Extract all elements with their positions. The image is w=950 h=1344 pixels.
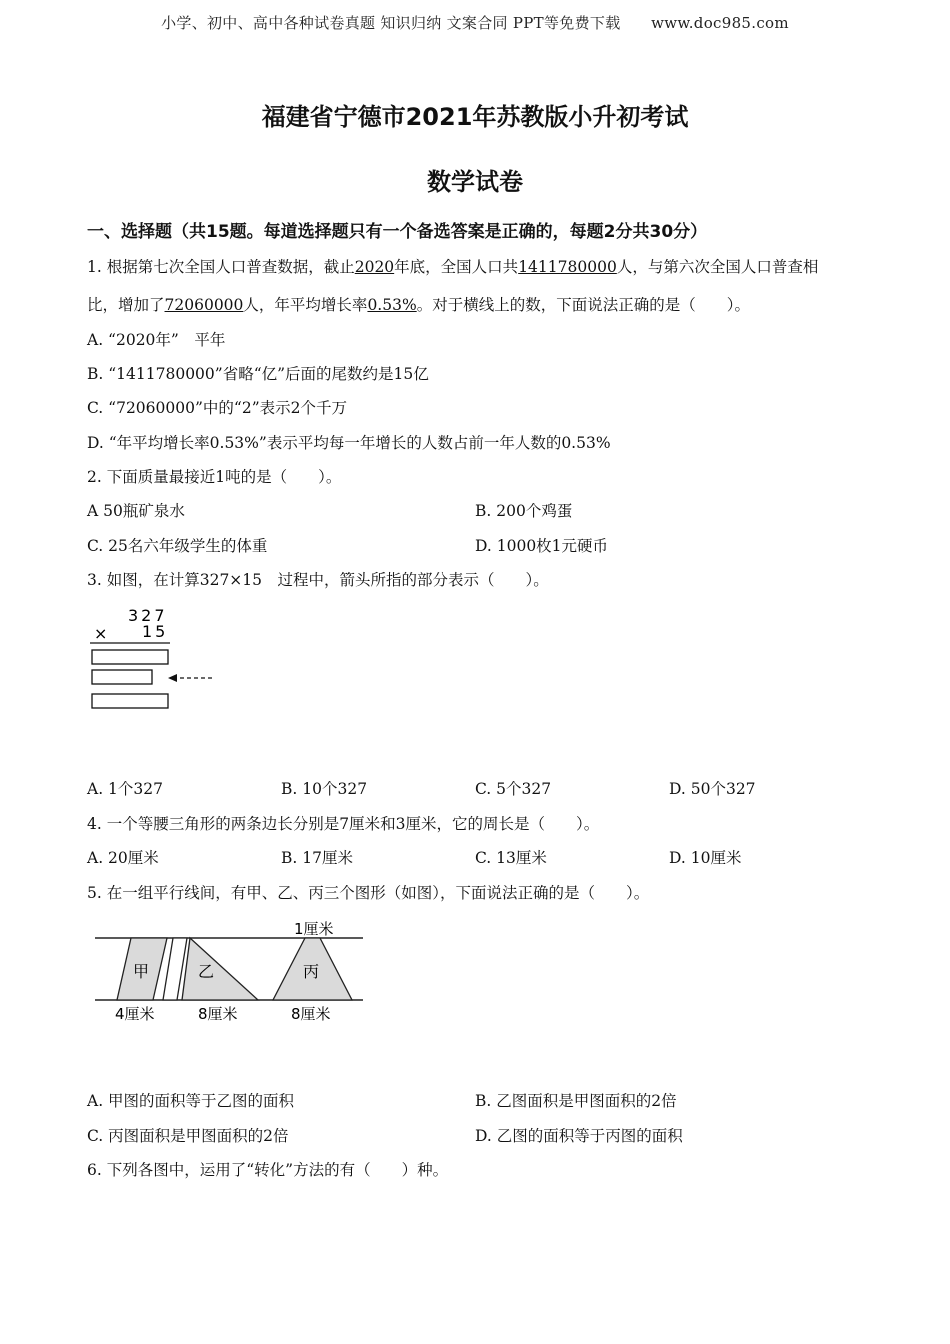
q1-stem-line1 xyxy=(87,255,818,277)
q1-underlined-year: 2020 xyxy=(354,258,395,276)
page-header: 小学、初中、高中各种试卷真题 知识归纳 文案合同 PPT等免费下载 www.doc985.com xyxy=(161,14,789,32)
q5-label-bottom-8cm-bing: 8厘米 xyxy=(291,1005,331,1023)
q2-option-a: A 50瓶矿泉水 xyxy=(87,502,185,520)
q5-label-yi: 乙 xyxy=(198,962,215,981)
q3-stem: 3. 如图，在计算327×15 过程中，箭头所指的部分表示（ ）。 xyxy=(87,571,549,589)
q1-underlined-rate: 0.53% xyxy=(367,296,417,314)
q5-option-b: B. 乙图面积是甲图面积的2倍 xyxy=(475,1092,677,1110)
q3-option-b: B. 10个327 xyxy=(281,780,368,798)
q5-parallel-figure xyxy=(95,915,370,1030)
q5-option-c: C. 丙图面积是甲图面积的2倍 xyxy=(87,1127,289,1145)
q5-label-jia: 甲 xyxy=(133,962,150,981)
q1-option-c: C. “72060000”中的“2”表示2个千万 xyxy=(87,399,347,417)
q3-fig-box-3 xyxy=(92,694,168,708)
q3-multiplication-figure xyxy=(88,603,228,718)
exam-title: 福建省宁德市2021年苏教版小升初考试 xyxy=(261,103,689,131)
q5-option-a: A. 甲图的面积等于乙图的面积 xyxy=(87,1092,295,1110)
q1-underlined-population: 1411780000 xyxy=(518,258,617,276)
q5-label-bottom-4cm: 4厘米 xyxy=(115,1005,155,1023)
q4-option-b: B. 17厘米 xyxy=(281,849,353,867)
q1-text: 年底，全国人口共 xyxy=(394,258,519,276)
q1-text: 比，增加了 xyxy=(87,296,165,314)
q3-fig-box-1 xyxy=(92,650,168,664)
q2-option-b: B. 200个鸡蛋 xyxy=(475,502,573,520)
q3-option-c: C. 5个327 xyxy=(475,780,552,798)
q1-option-b: B. “1411780000”省略“亿”后面的尾数约是15亿 xyxy=(87,365,429,383)
q1-stem-line2 xyxy=(87,293,750,315)
q1-text: 人，年平均增长率 xyxy=(243,296,368,314)
q5-shape-yi xyxy=(182,938,258,1000)
q1-underlined-increase: 72060000 xyxy=(164,296,244,314)
q3-fig-multiplicand: 327 xyxy=(128,606,168,625)
q1-option-d: D. “年平均增长率0.53%”表示平均每一年增长的人数占前一年人数的0.53% xyxy=(87,434,611,452)
q4-option-c: C. 13厘米 xyxy=(475,849,547,867)
q2-option-c: C. 25名六年级学生的体重 xyxy=(87,537,268,555)
section-heading: 一、选择题（共15题。每道选择题只有一个备选答案是正确的，每题2分共30分） xyxy=(87,222,708,242)
q1-text: 1. 根据第七次全国人口普查数据，截止 xyxy=(87,258,355,276)
q1-option-a: A. “2020年” 平年 xyxy=(87,331,226,349)
exam-subtitle: 数学试卷 xyxy=(427,168,523,196)
q2-stem: 2. 下面质量最接近1吨的是（ ）。 xyxy=(87,468,342,486)
q5-label-bottom-8cm-yi: 8厘米 xyxy=(198,1005,238,1023)
q2-option-d: D. 1000枚1元硬币 xyxy=(475,537,609,555)
q5-option-d: D. 乙图的面积等于丙图的面积 xyxy=(475,1127,683,1145)
q5-label-top-1cm: 1厘米 xyxy=(294,920,334,938)
q5-label-bing: 丙 xyxy=(303,962,320,981)
q3-fig-arrow-head xyxy=(168,674,177,682)
q1-text: 人，与第六次全国人口普查相 xyxy=(616,258,819,276)
q4-option-a: A. 20厘米 xyxy=(87,849,159,867)
q4-stem: 4. 一个等腰三角形的两条边长分别是7厘米和3厘米，它的周长是（ ）。 xyxy=(87,815,600,833)
q3-fig-multiplier: 15 xyxy=(142,622,169,641)
q3-fig-box-2 xyxy=(92,670,152,684)
q5-stem: 5. 在一组平行线间，有甲、乙、丙三个图形（如图），下面说法正确的是（ ）。 xyxy=(87,884,650,902)
q3-fig-times-sign: × xyxy=(94,624,108,643)
q4-option-d: D. 10厘米 xyxy=(669,849,742,867)
q3-option-a: A. 1个327 xyxy=(87,780,163,798)
q6-stem: 6. 下列各图中，运用了“转化”方法的有（ ）种。 xyxy=(87,1161,449,1179)
q3-option-d: D. 50个327 xyxy=(669,780,756,798)
q1-text: 。对于横线上的数，下面说法正确的是（ ）。 xyxy=(416,296,750,314)
